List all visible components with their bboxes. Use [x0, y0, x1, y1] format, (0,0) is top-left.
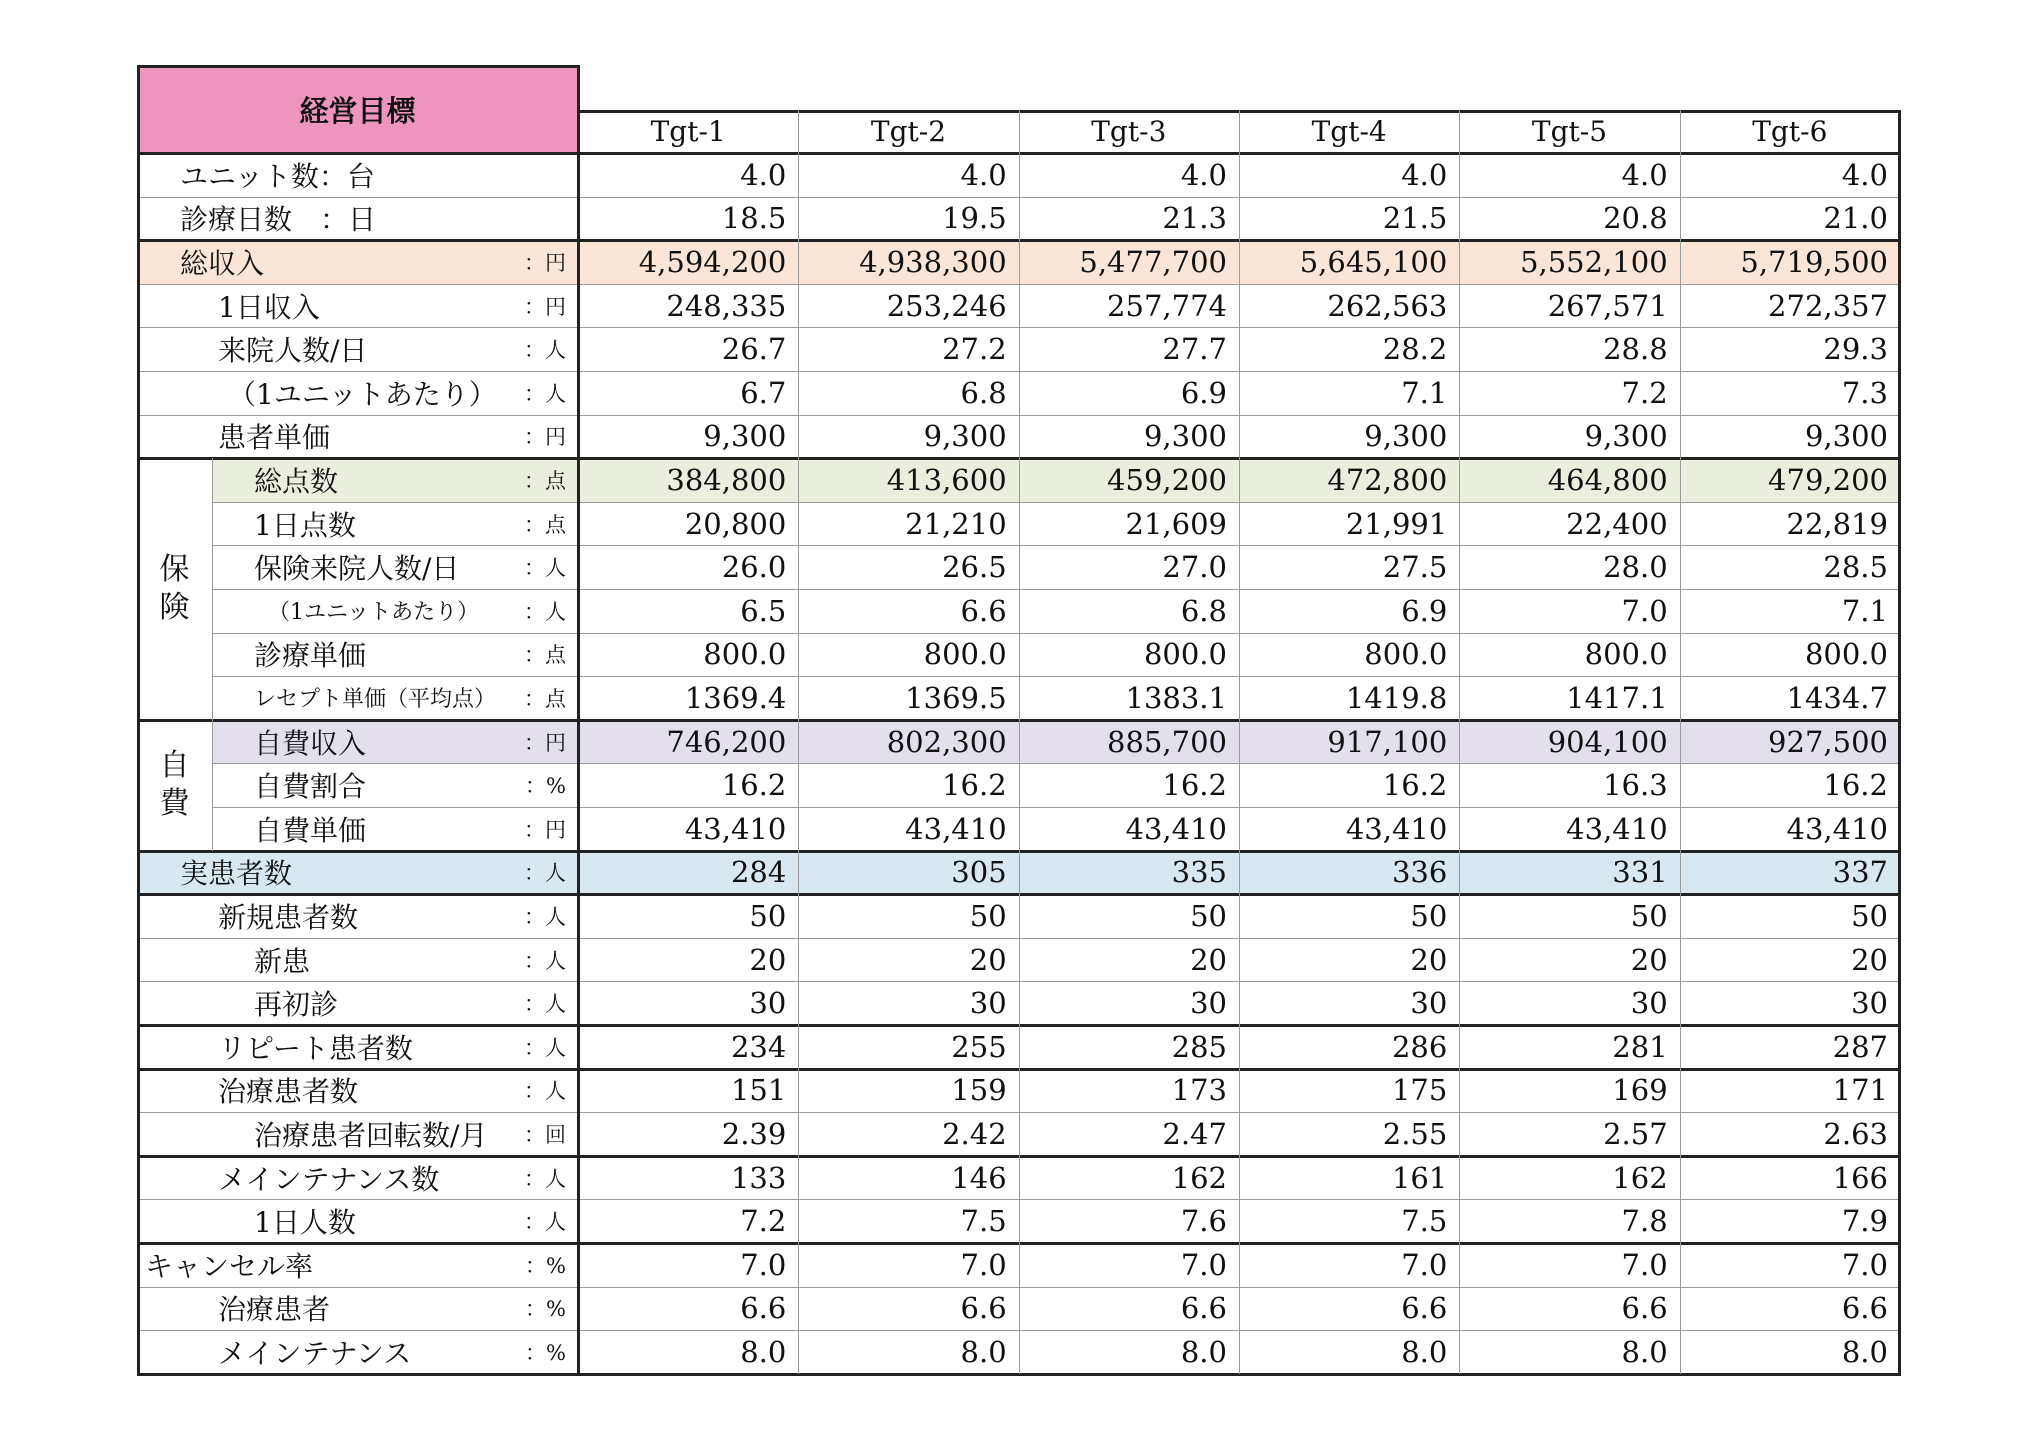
- row-unit: ：%: [525, 1253, 566, 1278]
- value-cell: 337: [1832, 855, 1888, 890]
- value-cell: 21.5: [1382, 201, 1448, 236]
- value-cell: 2.63: [1823, 1116, 1888, 1151]
- row-label: 総点数: [254, 464, 339, 498]
- value-cell: 234: [730, 1029, 787, 1064]
- value-cell: 7.0: [740, 1247, 787, 1282]
- value-cell: 1419.8: [1345, 680, 1448, 715]
- value-cell: 4.0: [1841, 157, 1888, 192]
- value-cell: 50: [969, 898, 1007, 933]
- row-label: ユニット数：台: [180, 159, 375, 193]
- row-label: 診療単価: [254, 639, 367, 673]
- value-cell: 800.0: [1584, 637, 1668, 672]
- grid-line: [212, 807, 1900, 808]
- value-cell: 19.5: [942, 201, 1007, 236]
- row-label: 保険来院人数/日: [254, 552, 460, 586]
- value-cell: 472,800: [1327, 462, 1448, 497]
- row-unit: ：回: [524, 1122, 566, 1147]
- row-unit: ：点: [524, 686, 566, 711]
- row-unit: ：人: [524, 381, 566, 406]
- value-cell: 20: [1851, 942, 1888, 977]
- grid-line: [212, 633, 1900, 634]
- row-label: メインテナンス: [218, 1336, 412, 1370]
- row-label: 実患者数: [180, 857, 293, 891]
- value-cell: 262,563: [1327, 288, 1448, 323]
- value-cell: 169: [1612, 1073, 1668, 1108]
- value-cell: 50: [1851, 898, 1888, 933]
- value-cell: 1369.5: [905, 680, 1007, 715]
- value-cell: 5,645,100: [1299, 244, 1448, 279]
- grid-line: [212, 502, 1900, 503]
- value-cell: 7.0: [1621, 1247, 1668, 1282]
- grid-line: [798, 110, 799, 1374]
- row-label: レセプト単価（平均点）: [254, 687, 497, 713]
- value-cell: 18.5: [721, 201, 787, 236]
- row-label: 1日収入: [218, 290, 320, 324]
- row-unit: ：人: [524, 992, 566, 1017]
- grid-line: [212, 676, 1900, 677]
- value-cell: 8.0: [1621, 1334, 1668, 1369]
- value-cell: 8.0: [1841, 1334, 1888, 1369]
- value-cell: 20: [1630, 942, 1668, 977]
- row-unit: ：%: [525, 1297, 566, 1322]
- value-cell: 336: [1391, 855, 1448, 890]
- value-cell: 904,100: [1547, 724, 1668, 759]
- value-cell: 284: [730, 855, 787, 890]
- column-header-1: Tgt-1: [650, 115, 726, 148]
- row-unit: ：円: [524, 817, 566, 842]
- row-label: 来院人数/日: [218, 334, 368, 368]
- value-cell: 16.3: [1603, 768, 1668, 803]
- value-cell: 7.6: [1180, 1204, 1227, 1239]
- value-cell: 7.0: [1841, 1247, 1888, 1282]
- value-cell: 927,500: [1768, 724, 1888, 759]
- grid-line: [1239, 110, 1240, 1374]
- value-cell: 5,719,500: [1740, 244, 1888, 279]
- value-cell: 8.0: [1401, 1334, 1448, 1369]
- row-unit: ：人: [524, 1166, 566, 1191]
- value-cell: 7.0: [1401, 1247, 1448, 1282]
- value-cell: 800.0: [1143, 637, 1227, 672]
- value-cell: 1434.7: [1786, 680, 1888, 715]
- row-label: 自費割合: [254, 770, 367, 804]
- value-cell: 479,200: [1768, 462, 1888, 497]
- row-unit: ：人: [524, 338, 566, 363]
- value-cell: 6.6: [1621, 1291, 1668, 1326]
- value-cell: 257,774: [1107, 288, 1227, 323]
- value-cell: 16.2: [721, 768, 787, 803]
- column-header-3: Tgt-3: [1091, 115, 1167, 148]
- column-header-5: Tgt-5: [1531, 115, 1608, 148]
- value-cell: 4,594,200: [638, 244, 787, 279]
- row-label: 自費収入: [254, 726, 367, 760]
- row-unit: ：点: [524, 643, 566, 668]
- value-cell: 6.8: [1180, 593, 1227, 628]
- value-cell: 20: [969, 942, 1007, 977]
- value-cell: 4.0: [960, 157, 1007, 192]
- value-cell: 5,552,100: [1520, 244, 1668, 279]
- row-label: キャンセル率: [145, 1249, 314, 1283]
- value-cell: 21.0: [1823, 201, 1888, 236]
- value-cell: 50: [1410, 898, 1448, 933]
- value-cell: 146: [951, 1160, 1007, 1195]
- grid-line: [1898, 110, 1901, 1376]
- value-cell: 800.0: [703, 637, 787, 672]
- value-cell: 4,938,300: [859, 244, 1007, 279]
- row-label: リピート患者数: [218, 1031, 413, 1065]
- row-unit: ：円: [524, 294, 566, 319]
- row-label: 患者単価: [218, 421, 331, 455]
- row-unit: ：人: [524, 1035, 566, 1060]
- value-cell: 27.2: [942, 332, 1007, 367]
- value-cell: 16.2: [1823, 768, 1888, 803]
- row-unit: ：%: [525, 774, 566, 799]
- value-cell: 30: [1851, 986, 1888, 1021]
- value-cell: 7.8: [1621, 1204, 1668, 1239]
- value-cell: 6.6: [1401, 1291, 1448, 1326]
- row-unit: ：円: [524, 250, 566, 275]
- value-cell: 43,410: [1125, 811, 1227, 846]
- value-cell: 800.0: [1364, 637, 1448, 672]
- grid-line: [1680, 110, 1681, 1374]
- value-cell: 253,246: [886, 288, 1007, 323]
- value-cell: 50: [1630, 898, 1668, 933]
- row-unit: ：点: [524, 512, 566, 537]
- row-unit: ：点: [524, 468, 566, 493]
- value-cell: 4.0: [1621, 157, 1668, 192]
- grid-line: [137, 65, 578, 68]
- value-cell: 43,410: [1566, 811, 1668, 846]
- value-cell: 7.0: [1180, 1247, 1227, 1282]
- value-cell: 6.6: [960, 1291, 1007, 1326]
- value-cell: 27.5: [1382, 550, 1448, 585]
- value-cell: 28.5: [1823, 550, 1888, 585]
- value-cell: 29.3: [1823, 332, 1888, 367]
- table-title: 経営目標: [137, 65, 578, 153]
- value-cell: 30: [1190, 986, 1227, 1021]
- value-cell: 6.6: [1180, 1291, 1227, 1326]
- value-cell: 20: [749, 942, 787, 977]
- value-cell: 28.8: [1603, 332, 1668, 367]
- value-cell: 287: [1832, 1029, 1888, 1064]
- value-cell: 335: [1171, 855, 1227, 890]
- value-cell: 7.3: [1841, 375, 1888, 410]
- row-unit: ：円: [524, 730, 566, 755]
- value-cell: 20.8: [1603, 201, 1668, 236]
- value-cell: 22,400: [1566, 506, 1668, 541]
- value-cell: 20: [1190, 942, 1227, 977]
- value-cell: 4.0: [740, 157, 787, 192]
- value-cell: 800.0: [923, 637, 1007, 672]
- value-cell: 27.0: [1162, 550, 1227, 585]
- value-cell: 4.0: [1401, 157, 1448, 192]
- value-cell: 26.0: [721, 550, 787, 585]
- row-unit: ：人: [524, 1079, 566, 1104]
- value-cell: 21,609: [1125, 506, 1227, 541]
- value-cell: 800.0: [1804, 637, 1888, 672]
- value-cell: 21.3: [1162, 201, 1227, 236]
- value-cell: 8.0: [740, 1334, 787, 1369]
- value-cell: 7.2: [740, 1204, 787, 1239]
- value-cell: 917,100: [1327, 724, 1448, 759]
- row-unit: ：人: [524, 948, 566, 973]
- value-cell: 175: [1391, 1073, 1448, 1108]
- value-cell: 50: [749, 898, 787, 933]
- value-cell: 1417.1: [1566, 680, 1668, 715]
- value-cell: 30: [749, 986, 787, 1021]
- value-cell: 6.6: [740, 1291, 787, 1326]
- value-cell: 151: [730, 1073, 787, 1108]
- value-cell: 255: [951, 1029, 1007, 1064]
- value-cell: 161: [1391, 1160, 1448, 1195]
- row-label: 治療患者数: [218, 1075, 359, 1109]
- row-label: 診療日数 ：日: [180, 203, 377, 237]
- value-cell: 413,600: [886, 462, 1007, 497]
- value-cell: 2.55: [1382, 1116, 1448, 1151]
- value-cell: 9,300: [1804, 419, 1888, 454]
- value-cell: 248,335: [666, 288, 787, 323]
- value-cell: 171: [1832, 1073, 1888, 1108]
- value-cell: 331: [1612, 855, 1668, 890]
- value-cell: 6.9: [1401, 593, 1448, 628]
- value-cell: 459,200: [1107, 462, 1227, 497]
- group-label-jihi: 自 費: [159, 748, 190, 822]
- value-cell: 133: [730, 1160, 787, 1195]
- value-cell: 6.5: [740, 593, 787, 628]
- value-cell: 2.39: [721, 1116, 787, 1151]
- row-unit: ：人: [524, 556, 566, 581]
- value-cell: 1369.4: [684, 680, 787, 715]
- grid-line: [212, 458, 213, 850]
- column-header-6: Tgt-6: [1752, 115, 1828, 148]
- row-label: （1ユニットあたり）: [228, 377, 497, 411]
- value-cell: 43,410: [684, 811, 787, 846]
- value-cell: 21,991: [1345, 506, 1448, 541]
- row-unit: ：%: [525, 1340, 566, 1365]
- value-cell: 8.0: [1180, 1334, 1227, 1369]
- value-cell: 43,410: [905, 811, 1007, 846]
- column-header-4: Tgt-4: [1311, 115, 1387, 148]
- value-cell: 30: [969, 986, 1007, 1021]
- value-cell: 7.9: [1841, 1204, 1888, 1239]
- value-cell: 384,800: [666, 462, 787, 497]
- value-cell: 28.0: [1603, 550, 1668, 585]
- grid-line: [1459, 110, 1460, 1374]
- value-cell: 28.2: [1382, 332, 1448, 367]
- value-cell: 166: [1832, 1160, 1888, 1195]
- value-cell: 16.2: [1162, 768, 1227, 803]
- value-cell: 6.9: [1180, 375, 1227, 410]
- value-cell: 464,800: [1547, 462, 1668, 497]
- value-cell: 286: [1391, 1029, 1448, 1064]
- row-label: 治療患者回転数/月: [254, 1118, 488, 1152]
- value-cell: 267,571: [1547, 288, 1668, 323]
- row-label: 新規患者数: [218, 900, 359, 934]
- value-cell: 162: [1171, 1160, 1227, 1195]
- row-label: 1日人数: [254, 1206, 356, 1240]
- grid-line: [212, 545, 1900, 546]
- value-cell: 27.7: [1162, 332, 1227, 367]
- value-cell: 43,410: [1786, 811, 1888, 846]
- value-cell: 885,700: [1107, 724, 1227, 759]
- value-cell: 746,200: [666, 724, 787, 759]
- value-cell: 802,300: [886, 724, 1007, 759]
- value-cell: 2.57: [1603, 1116, 1668, 1151]
- value-cell: 6.7: [740, 375, 787, 410]
- row-label: 自費単価: [254, 813, 367, 847]
- value-cell: 7.1: [1401, 375, 1448, 410]
- row-label: メインテナンス数: [218, 1162, 440, 1196]
- row-label: 治療患者: [218, 1293, 331, 1327]
- value-cell: 30: [1410, 986, 1448, 1021]
- value-cell: 4.0: [1180, 157, 1227, 192]
- value-cell: 7.1: [1841, 593, 1888, 628]
- grid-line: [212, 589, 1900, 590]
- value-cell: 7.0: [1621, 593, 1668, 628]
- value-cell: 6.8: [960, 375, 1007, 410]
- value-cell: 16.2: [1382, 768, 1448, 803]
- grid-line: [1019, 110, 1020, 1374]
- value-cell: 272,357: [1768, 288, 1888, 323]
- row-unit: ：人: [524, 599, 566, 624]
- value-cell: 159: [951, 1073, 1007, 1108]
- value-cell: 20,800: [684, 506, 787, 541]
- row-label: 新患: [254, 944, 311, 978]
- value-cell: 9,300: [1584, 419, 1668, 454]
- column-header-2: Tgt-2: [870, 115, 947, 148]
- value-cell: 26.7: [721, 332, 787, 367]
- value-cell: 9,300: [703, 419, 787, 454]
- value-cell: 16.2: [942, 768, 1007, 803]
- value-cell: 20: [1410, 942, 1448, 977]
- value-cell: 2.47: [1162, 1116, 1227, 1151]
- grid-line: [137, 65, 140, 1376]
- value-cell: 162: [1612, 1160, 1668, 1195]
- value-cell: 7.5: [960, 1204, 1007, 1239]
- value-cell: 2.42: [942, 1116, 1007, 1151]
- value-cell: 6.6: [960, 593, 1007, 628]
- value-cell: 6.6: [1841, 1291, 1888, 1326]
- grid-line: [577, 65, 580, 1376]
- value-cell: 9,300: [1143, 419, 1227, 454]
- value-cell: 50: [1190, 898, 1227, 933]
- value-cell: 9,300: [1364, 419, 1448, 454]
- grid-line: [212, 763, 1900, 764]
- value-cell: 43,410: [1345, 811, 1448, 846]
- row-label: 総収入: [180, 246, 265, 280]
- value-cell: 1383.1: [1125, 680, 1227, 715]
- value-cell: 7.2: [1621, 375, 1668, 410]
- row-unit: ：人: [524, 1210, 566, 1235]
- row-label: 1日点数: [254, 508, 356, 542]
- row-unit: ：円: [524, 425, 566, 450]
- row-label: 再初診: [254, 988, 339, 1022]
- value-cell: 7.0: [960, 1247, 1007, 1282]
- value-cell: 281: [1612, 1029, 1668, 1064]
- value-cell: 173: [1171, 1073, 1227, 1108]
- row-unit: ：人: [524, 904, 566, 929]
- value-cell: 285: [1171, 1029, 1227, 1064]
- value-cell: 305: [951, 855, 1007, 890]
- value-cell: 5,477,700: [1079, 244, 1227, 279]
- row-unit: ：人: [524, 861, 566, 886]
- value-cell: 26.5: [942, 550, 1007, 585]
- value-cell: 30: [1630, 986, 1668, 1021]
- value-cell: 22,819: [1786, 506, 1888, 541]
- value-cell: 9,300: [923, 419, 1007, 454]
- value-cell: 21,210: [905, 506, 1007, 541]
- value-cell: 7.5: [1401, 1204, 1448, 1239]
- value-cell: 8.0: [960, 1334, 1007, 1369]
- group-label-hoken: 保 険: [159, 551, 190, 625]
- row-label: （1ユニットあたり）: [268, 600, 480, 626]
